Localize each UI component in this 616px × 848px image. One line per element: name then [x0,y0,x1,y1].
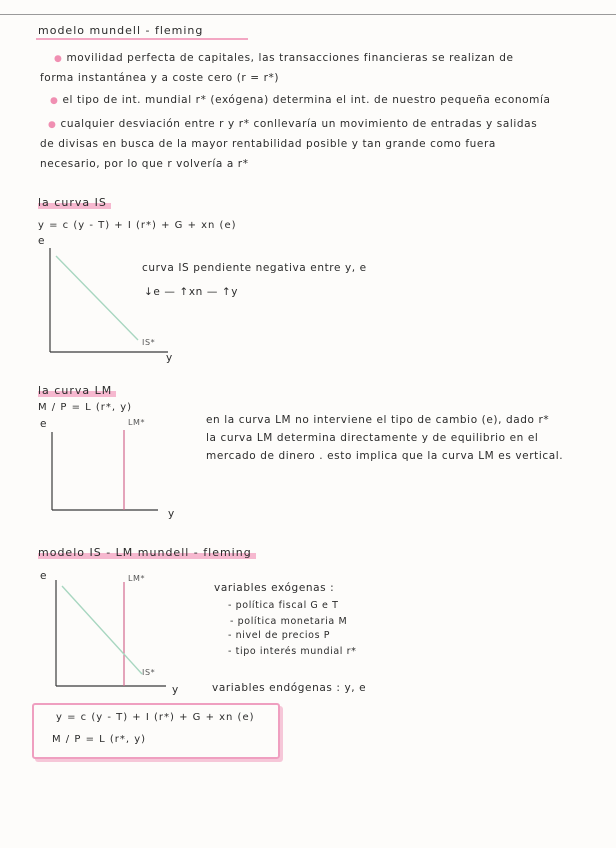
box-equation-2: M / P = L (r*, y) [52,734,147,745]
lm-desc-1: en la curva LM no interviene el tipo de cambio (e), dado r* [206,414,550,426]
is-equation: y = c (y - T) + I (r*) + G + xn (e) [38,220,237,231]
lm-desc-2: la curva LM determina directamente y de equilibrio en el [206,432,539,444]
exog-item-4: - tipo interés mundial r* [228,646,357,657]
exog-title: variables exógenas : [214,582,335,594]
is-axis-e: e [38,235,46,247]
is-curve [56,256,138,340]
lm-heading: la curva LM [38,384,116,397]
islm-axis-e: e [40,570,48,582]
lm-desc-3: mercado de dinero . esto implica que la curva LM es vertical. [206,450,564,462]
islm-axis-y: y [172,684,179,696]
top-rule [0,14,616,15]
lm-curve-label: LM* [128,418,146,427]
exog-item-1: - política fiscal G e T [228,600,339,611]
box-equation-1: y = c (y - T) + I (r*) + G + xn (e) [56,712,255,723]
bullet-dot: ● [54,54,63,64]
lm-equation: M / P = L (r*, y) [38,402,133,413]
islm-is-label: IS* [142,668,156,677]
page-title: modelo mundell - fleming [38,24,204,37]
endog-variables: variables endógenas : y, e [212,682,367,694]
is-desc-2: ↓e — ↑xn — ↑y [144,286,239,298]
bullet-2: ● el tipo de int. mundial r* (exógena) determina el int. de nuestro pequeña economía [50,94,551,106]
lm-axis-y: y [168,508,175,520]
exog-item-3: - nivel de precios P [228,630,331,641]
is-desc-1: curva IS pendiente negativa entre y, e [142,262,367,274]
islm-lm-label: LM* [128,574,146,583]
bullet-3-cont-2: necesario, por lo que r volvería a r* [40,158,249,170]
is-curve-label: IS* [142,338,156,347]
lm-axis-e: e [40,418,48,430]
is-axis-y: y [166,352,173,364]
bullet-1-cont: forma instantánea y a coste cero (r = r*) [40,72,280,84]
islm-is-curve [62,586,142,674]
is-heading: la curva IS [38,196,111,209]
bullet-1: ● movilidad perfecta de capitales, las transacciones financieras se realizan de [54,52,514,64]
lm-chart [40,428,200,528]
bullet-3-cont-1: de divisas en busca de la mayor rentabilidad posible y tan grande como fuera [40,138,496,150]
bullet-dot: ● [48,120,57,130]
title-underline [36,38,248,40]
islm-chart [44,578,224,698]
exog-item-2: - política monetaria M [230,616,348,627]
islm-heading: modelo IS - LM mundell - fleming [38,546,256,559]
bullet-dot: ● [50,96,59,106]
bullet-3: ● cualquier desviación entre r y r* conllevaría un movimiento de entradas y salidas [48,118,538,130]
